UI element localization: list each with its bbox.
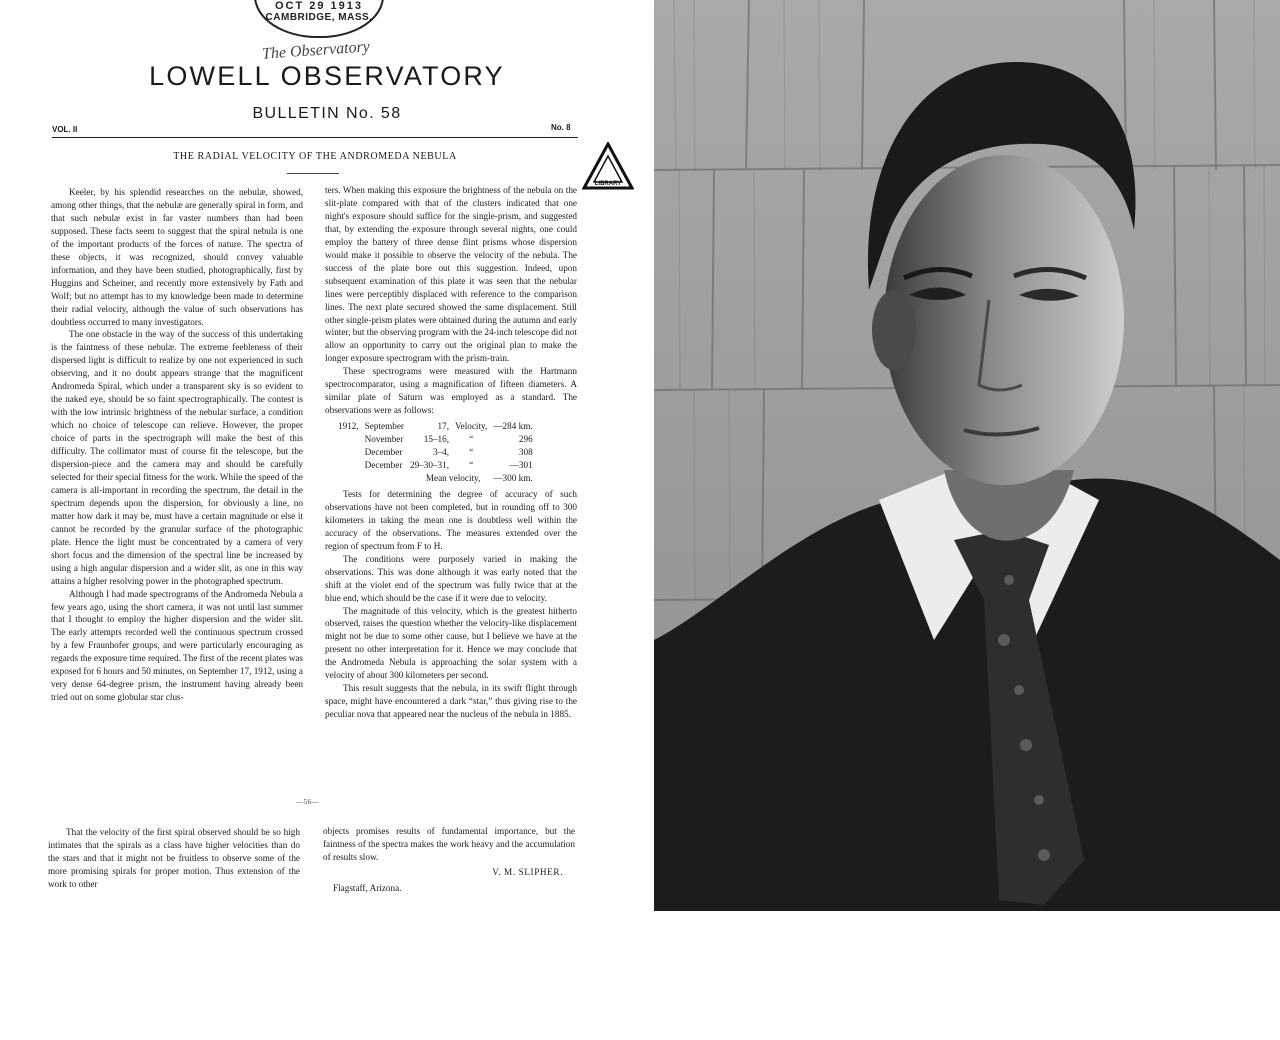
obs-value: 308 <box>518 447 533 458</box>
column-4 <box>323 825 575 895</box>
author-location: Flagstaff, Arizona. <box>333 882 402 893</box>
observations-table <box>335 420 536 485</box>
header-rule <box>52 137 578 138</box>
paragraph: The magnitude of this velocity, which is the greatest hitherto observed, raises the question whether the velocity-like displacement might not be due to some other cause, but I believe we have at the present no other interpretation for it. Hence we may conclude that the Andromeda Nebula is approaching the solar system with a velocity of about 300 kilometers per second. <box>325 605 577 681</box>
obs-year: 1912, <box>338 421 359 432</box>
obs-label: “ <box>469 460 474 471</box>
portrait-illustration <box>654 0 1280 911</box>
column-1 <box>51 186 303 704</box>
column-3 <box>48 826 300 891</box>
column-2 <box>325 184 577 721</box>
obs-value: —301 <box>509 460 533 471</box>
mean-velocity-value: —300 km. <box>493 472 533 483</box>
paragraph: objects promises results of fundamental importance, but the faintness of the spectra makes the work heavy and the accumulation of results slow. <box>323 826 575 862</box>
portrait-photo <box>654 0 1280 911</box>
obs-label: Velocity, <box>455 421 488 432</box>
paragraph: ters. When making this exposure the brightness of the nebula on the slit-plate compared with that of the clusters indicated that one night's exposure should suffice for the single-prism, and suggested that, by extending the exposure through several nights, one could employ the battery of three dense flint prisms whose dispersion would make it possible to observe the velocity of the nebula. The success of the plate bore out this suggestion. Indeed, upon subsequent examination of this plate it was seen that the nebular lines were perceptibly displaced with reference to the comparison lines. The next plate secured showed the same displacement. Still other single-prism plates were obtained during the autumn and early winter, but the observing program with the 24-inch telescope did not allow an opportunity to carry out the original plan to make the longer exposure spectrogram with the prism-train. <box>325 185 577 364</box>
obs-value: —284 km. <box>493 421 533 432</box>
article-title: THE RADIAL VELOCITY OF THE ANDROMEDA NEBULA <box>173 151 457 162</box>
obs-month: December <box>364 460 403 471</box>
table-row <box>335 472 536 485</box>
obs-year <box>335 459 362 472</box>
obs-days: 3–4, <box>432 447 450 458</box>
volume-label: VOL. II <box>52 125 78 134</box>
obs-month: November <box>364 434 404 445</box>
paragraph: Although I had made spectrograms of the Andromeda Nebula a few years ago, using the short camera, it was not until last summer that I thought to employ the higher dispersion and the wider slit. The early attempts recorded well the continuous spectrum crossed by a few Fraunhofer groups, and were particularly encouraging as regards the exposure time required. The first of the recent plates was exposed for 6 hours and 50 minutes, on September 17, 1912, using a very dense 64-degree prism, the instrument having already been tried out on some globular star clus- <box>51 588 303 703</box>
obs-days: 29–30–31, <box>409 460 450 471</box>
stamp-place: CAMBRIDGE, MASS. <box>265 12 373 23</box>
paragraph: The one obstacle in the way of the success of this undertaking is the faintness of these nebulæ. The extreme feebleness of their dispersed light is difficult to realize by one not experienced in such observing, and it no doubt appears strange that the magnificent Andromeda Spiral, which under a transparent sky is so evident to the naked eye, should be so faint spectrographically. The contest is with the low intrinsic brightness of the nebular surface, a condition which no choice of telescope can relieve. However, the proper choice of parts in the spectrograph will make the best of this difficulty. The collimator must of course fit the telescope, but the dispersion-piece and the camera may and should be carefully selected for their special fitness for the work. While the speed of the camera is all-important in recording the spectrum, the detail in the spectrum depends upon the dispersion, for obviously a line, no matter how dark it may be, must have a certain magnitude or else it cannot be recorded by the granular surface of the photographic plate. Hence the light must be concentrated by a camera of very short focus and the dimension of the spectral line be increased by using a high angular dispersion and a wider slit, as one in this way attains a higher resolving power in the photographed spectrum. <box>51 329 303 586</box>
paragraph: Tests for determining the degree of accuracy of such observations have not been completed, but in rounding off to 300 kilometers in taking the mean one is doubtless well within the accuracy of the observations. The measures extended over the region of spectrum from F to H. <box>325 488 577 551</box>
paragraph: Keeler, by his splendid researches on the nebulæ, showed, among other things, that the nebulæ are generally spiral in form, and that such nebulæ exist in far vaster numbers than had been supposed. These facts seem to suggest that the spiral nebula is one of the important products of the forces of nature. The spectra of these objects, it was recognized, should convey valuable information, and they have been studied, photographically, first by Huggins and Scheiner, and recently more extensively by Fath and Wolf; but no attempt has to my knowledge been made to determine their radial velocity, although the value of such observations has doubtless occurred to many investigators. <box>51 187 303 327</box>
obs-year <box>335 446 362 459</box>
title-rule <box>287 173 339 174</box>
observatory-title: LOWELL OBSERVATORY <box>149 61 505 91</box>
table-row <box>335 459 536 472</box>
table-row <box>335 420 536 433</box>
page-number: —56— <box>296 798 319 806</box>
stamp-date: OCT 29 1913 <box>274 0 364 12</box>
bulletin-number: BULLETIN No. 58 <box>252 105 402 122</box>
library-stamp-icon <box>582 142 634 190</box>
obs-days: 17, <box>437 421 450 432</box>
received-stamp <box>254 0 384 38</box>
paragraph: These spectrograms were measured with the Hartmann spectrocomparator, using a magnification of fifteen diameters. A similar plate of Saturn was employed as a standard. The observations were as follows: <box>325 366 577 416</box>
paragraph: The conditions were purposely varied in making the observations. This was done although it was early noted that the shift at the violet end of the spectrum was fully twice that at the blue end, which should be the case if it were due to velocity. <box>325 553 577 603</box>
obs-month: December <box>364 447 403 458</box>
issue-number: No. 8 <box>551 123 571 132</box>
obs-label: “ <box>469 447 474 458</box>
obs-days: 15–16, <box>423 434 450 445</box>
table-row <box>335 446 536 459</box>
author-signature: V. M. SLIPHER. <box>492 866 563 877</box>
table-row <box>335 433 536 446</box>
obs-year <box>335 433 362 446</box>
paragraph: That the velocity of the first spiral observed should be so high intimates that the spirals as a class have higher velocities than do the stars and that it might not be fruitless to observe some of the more promising spirals for proper motion. Thus extension of the work to other <box>48 827 300 889</box>
paragraph: This result suggests that the nebula, in its swift flight through space, might have encountered a dark “star,” thus giving rise to the peculiar nova that appeared near the nucleus of the nebula in 1885. <box>325 683 577 720</box>
obs-label: “ <box>469 434 474 445</box>
obs-month: September <box>364 421 404 432</box>
obs-value: 296 <box>518 434 533 445</box>
ear <box>872 290 916 370</box>
library-mark-text: LIBRARY <box>594 181 622 187</box>
mean-velocity-label: Mean velocity, <box>425 472 481 483</box>
handwritten-note: The Observatory <box>261 38 371 63</box>
